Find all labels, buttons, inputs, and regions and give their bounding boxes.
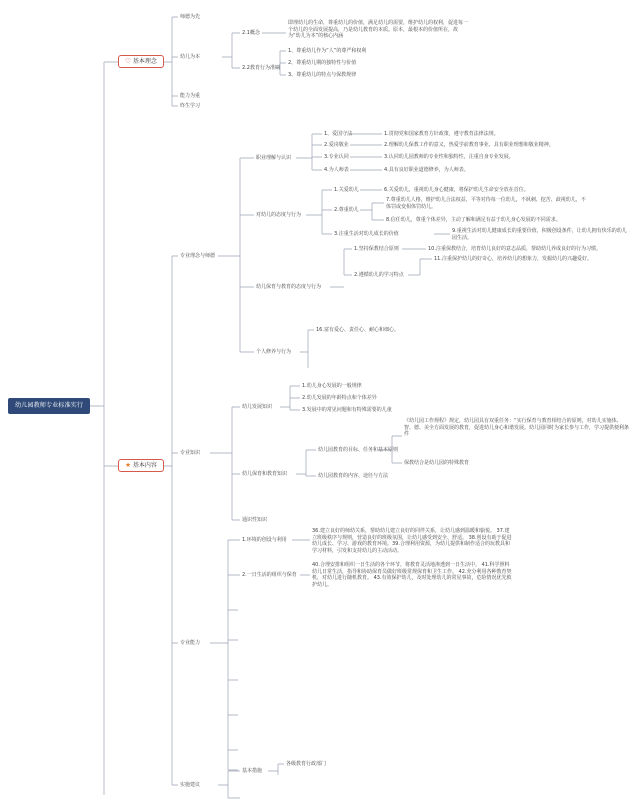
star-icon: ★ [125,461,131,469]
node-professional-ethics[interactable]: 专业理念与师德 [180,253,216,259]
node-rule-3: 3、尊重幼儿的特点与保教规律 [288,72,357,78]
node-care-education-attitude[interactable]: 幼儿保育与教育的态度与行为 [256,284,322,290]
node-role-model-text: 4.具有良好职业道德修养，为人师表。 [384,167,469,173]
node-ability-first[interactable]: 能力为重 [180,93,201,99]
node-personal-cultivation-text: 16.富有爱心、责任心、耐心和细心。 [316,327,399,333]
node-development-knowledge[interactable]: 幼儿发展知识 [242,404,273,410]
node-identity[interactable]: 3.专业认同 [324,154,349,160]
node-professional-knowledge[interactable]: 专业知识 [180,450,201,456]
node-general-knowledge[interactable]: 通识性知识 [242,517,268,523]
node-implementation[interactable]: 实施建议 [180,782,201,788]
node-care-education-special: 保教结合是幼儿园的特殊教育 [404,460,470,466]
node-dev-item-2: 2.幼儿发展的年龄特点和个体差异 [302,395,377,401]
node-content-methods[interactable]: 幼儿园教育的内容、途径与方法 [318,473,389,479]
node-goals-principles-text: 《幼儿园工作规程》规定，幼儿园具有双重任务：“实行保育与教育相结合的原则，对幼儿实施体、智、德、美全方面发展的教育，促进幼儿身心和谐发展。幼儿园同时为家长参与工作，学习提供便利条件 [404,418,630,438]
node-care-children-text: 6.关爱幼儿，重视幼儿身心健康，将保护幼儿生命安全放在首位。 [384,187,529,193]
node-rule-2: 2、尊重幼儿期的独特性与价值 [288,60,357,66]
node-learning-traits-text: 11.注重保护幼儿的好奇心，培养幼儿的想象力，发掘幼儿的兴趣爱好。 [434,256,592,262]
node-life-value[interactable]: 3.注重生活对幼儿成长的价值 [334,231,399,237]
node-daily-life[interactable]: 2.一日生活的组织与保育 [242,572,297,578]
heart-icon: ♡ [125,57,131,65]
node-life-value-text: 9.重视生活对幼儿健康成长的重要价值，积极创设条件，让幼儿拥有快乐的幼儿园生活。 [452,228,627,241]
node-rule-1: 1、尊重幼儿作为“人”的尊严和权利 [288,48,367,54]
node-role-model[interactable]: 4.为人师表 [324,167,349,173]
node-attitude-to-children[interactable]: 对幼儿的态度与行为 [256,212,302,218]
node-concept-text: 即理幼儿的生命，尊重幼儿的价值，满足幼儿的需要，维护幼儿的权利，促进每一个幼儿的全面发展提高，乃是幼儿教育的本质。原本，最根本的价值所在，故为“幼儿为本”的核心内涵 [288,20,469,40]
section-basic-concept[interactable] [118,55,164,68]
node-dev-item-1: 1.幼儿身心发展的一般规律 [302,383,362,389]
section-label: 基本内容 [132,462,157,469]
node-care-education-knowledge[interactable]: 幼儿保育和教育知识 [242,471,288,477]
node-basic-measures[interactable]: 基本措施 [242,768,263,774]
node-identity-text: 3.认同幼儿园教师的专业性和独特性，注重自身专业发展。 [384,154,514,160]
node-goals-principles[interactable]: 幼儿园教育的目标、任务和基本原则 [318,447,399,453]
section-basic-content[interactable] [118,459,164,472]
node-learning-traits[interactable]: 2.遵循幼儿的学习特点 [354,272,404,278]
node-concept[interactable]: 2.1概念 [242,30,260,36]
node-care-education-principle[interactable]: 1.坚持保教结合原则 [354,246,399,252]
node-care-children[interactable]: 1.关爱幼儿 [334,187,359,193]
node-environment-text: 36.建立良好的师幼关系，帮助幼儿建立良好的同伴关系，让幼儿感到温暖和愉悦。 37.建立班级秩序与规则，营造良好的班级氛围，让幼儿感受到安全、舒适。 38.创设有助于促进幼儿成长、学习、游戏的教育环境。39.合理利用资源，为幼儿提供和制作适合的玩教具和学习材料，引发和支持幼儿的主动活动。 [312,528,512,554]
node-respect-text-2: 8.信任幼儿，尊重个体差异，主动了解和满足有益于幼儿身心发展的不同需求。 [386,217,561,223]
node-ethics-first[interactable]: 师德为先 [180,14,201,20]
node-child-oriented[interactable]: 幼儿为本 [180,54,201,60]
node-behavior-rules[interactable]: 2.2教育行为准则 [242,65,280,71]
node-daily-life-text: 40.合理安排和组织一日生活的各个环节，将教育灵活地渗透到一日生活中。 41.科学照料幼儿日常生活，指导和协助保育员做好班级常规保育和卫生工作。 42.充分利用各种教育契机，对幼儿进行随机教育。 43.有效保护幼儿，及时处理幼儿的常见事故，危险情况优先救护幼儿。 [312,562,512,588]
section-label: 基本理念 [132,58,157,65]
node-dedication-text: 2.理解幼儿保教工作的意义，热爱学前教育事业，具有职业理想和敬业精神。 [384,142,554,148]
node-environment[interactable]: 1.环境的创设与利用 [242,537,287,543]
node-patriotic-text: 1.贯彻党和国家教育方针政策，遵守教育法律法规。 [384,131,499,137]
node-career-understanding[interactable]: 职业理解与认识 [256,155,292,161]
node-respect-text-1: 7.尊重幼儿人格，维护幼儿合法权益，平等对待每一位幼儿，不讽刺、挖苦、歧视幼儿，不体罚或变相体罚幼儿。 [386,197,586,210]
node-respect-children[interactable]: 2.尊重幼儿 [334,207,359,213]
node-dedication[interactable]: 2.爱岗敬业 [324,142,349,148]
node-dev-item-3: 3.发展中的常见问题和有特殊需要的儿童 [302,407,392,413]
node-education-departments: 各级教育行政部门 [286,761,327,767]
node-personal-cultivation[interactable]: 个人修养与行为 [256,349,292,355]
node-care-education-principle-text: 10.注重保教结合，培育幼儿良好的意志品质，帮助幼儿养成良好的行为习惯。 [428,246,601,252]
node-lifelong-learning[interactable]: 终生学习 [180,103,201,109]
node-patriotic[interactable]: 1、爱国守法 [324,131,353,137]
root-node[interactable]: 幼儿园教师专业标准实行 [8,398,90,414]
node-professional-ability[interactable]: 专业能力 [180,640,201,646]
